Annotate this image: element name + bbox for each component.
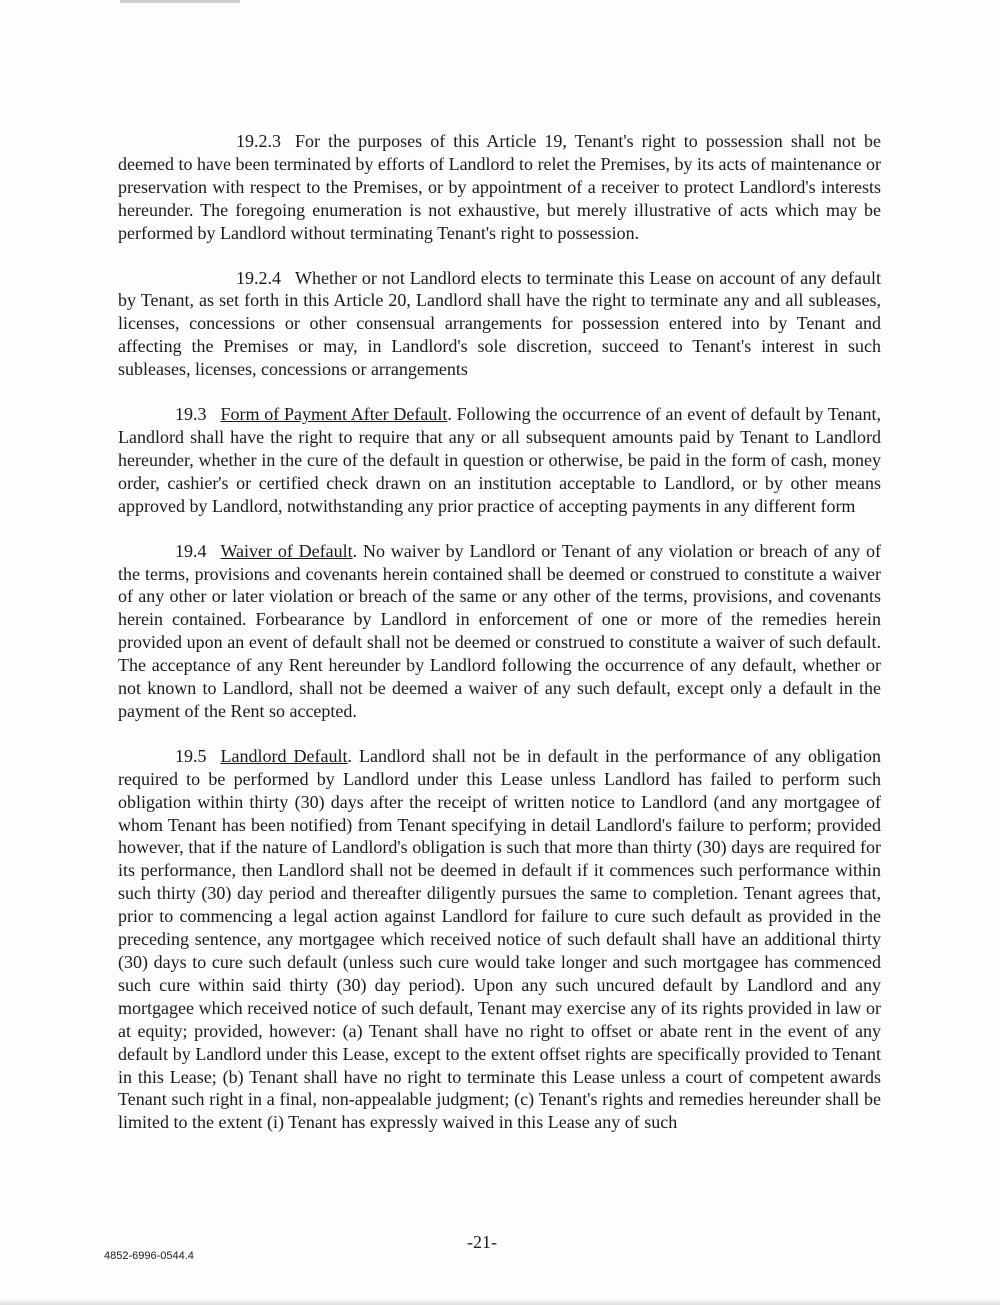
paragraph-19-2-3 xyxy=(118,130,881,245)
section-heading: Landlord Default xyxy=(220,745,348,766)
document-body xyxy=(118,130,881,1134)
paragraph-19-5 xyxy=(118,745,881,1134)
paragraph-text: . Following the occurrence of an event of default by Tenant, Landlord shall have the right to require that any or all subsequent amounts paid by Tenant to Landlord hereunder, whether in the cure of the default in question or otherwise, be paid in the form of cash, money order, cashier's or certified check drawn on an institution acceptable to Landlord, or by other means approved by Landlord, notwithstanding any prior practice of accepting payments in any different form xyxy=(118,404,881,516)
section-number: 19.5 xyxy=(175,745,207,766)
section-number: 19.3 xyxy=(175,404,207,425)
paragraph-19-4 xyxy=(118,540,881,723)
scan-artifact xyxy=(120,0,240,3)
section-number: 19.2.3 xyxy=(236,131,281,151)
document-id: 4852-6996-0544.4 xyxy=(104,1250,194,1262)
page-number: -21- xyxy=(467,1232,497,1252)
paragraph-19-2-4 xyxy=(118,267,881,382)
paragraph-text: Whether or not Landlord elects to terminate this Lease on account of any default by Tenant, as set forth in this Article 20, Landlord shall have the right to terminate any and all subleases, licenses, concessions or other consensual arrangements for possession entered into by Tenant and affecting the Premises or may, in Landlord's sole discretion, succeed to Tenant's interest in such subleases, licenses, concessions or arrangements xyxy=(118,267,881,380)
paragraph-text: For the purposes of this Article 19, Tenant's right to possession shall not be deemed to have been terminated by efforts of Landlord to relet the Premises, by its acts of maintenance or preservation with respect to the Premises, or by appointment of a receiver to protect Landlord's interests hereunder. The foregoing enumeration is not exhaustive, but merely illustrative of acts which may be performed by Landlord without terminating Tenant's right to possession. xyxy=(118,131,881,243)
paragraph-text: . Landlord shall not be in default in the performance of any obligation required to be performed by Landlord under this Lease unless Landlord has failed to perform such obligation within thirty (30) days after the receipt of written notice to Landlord (and any mortgagee of whom Tenant has been notified) from Tenant specifying in detail Landlord's failure to perform; provided however, that if the nature of Landlord's obligation is such that more than thirty (30) days are required for its performance, then Landlord shall not be deemed in default if it commences such performance within such thirty (30) day period and thereafter diligently pursues the same to completion. Tenant agrees that, prior to commencing a legal action against Landlord for failure to cure such default as provided in the preceding sentence, any mortgagee which received notice of such default shall have an additional thirty (30) days to cure such default (unless such cure would take longer and such mortgagee has commenced such cure within said thirty (30) day period). Upon any such uncured default by Landlord and any mortgagee which received notice of such default, Tenant may exercise any of its rights provided in law or at equity; provided, however: (a) Tenant shall have no right to offset or abate rent in the event of any default by Landlord under this Lease, except to the extent offset rights are specifically provided to Tenant in this Lease; (b) Tenant shall have no right to terminate this Lease unless a court of competent awards Tenant such right in a final, non-appealable judgment; (c) Tenant's rights and remedies hereunder shall be limited to the extent (i) Tenant has expressly waived in this Lease any of such xyxy=(118,745,881,1133)
section-heading: Form of Payment After Default xyxy=(220,404,448,425)
paragraph-text: . No waiver by Landlord or Tenant of any violation or breach of any of the terms, provisions and covenants herein contained shall be deemed or construed to constitute a waiver of any other or later violation or breach of the same or any other of the terms, provisions, and covenants herein contained. Forbearance by Landlord in enforcement of one or more of the remedies herein provided upon an event of default shall not be deemed or construed to constitute a waiver of such default. The acceptance of any Rent hereunder by Landlord following the occurrence of any default, whether or not known to Landlord, shall not be deemed a waiver of any such default, except only a default in the payment of the Rent so accepted. xyxy=(118,540,881,721)
section-number: 19.2.4 xyxy=(236,267,281,288)
paragraph-19-3 xyxy=(118,403,881,518)
scan-edge xyxy=(0,1299,1000,1305)
section-heading: Waiver of Default xyxy=(220,540,353,561)
section-number: 19.4 xyxy=(175,540,207,561)
